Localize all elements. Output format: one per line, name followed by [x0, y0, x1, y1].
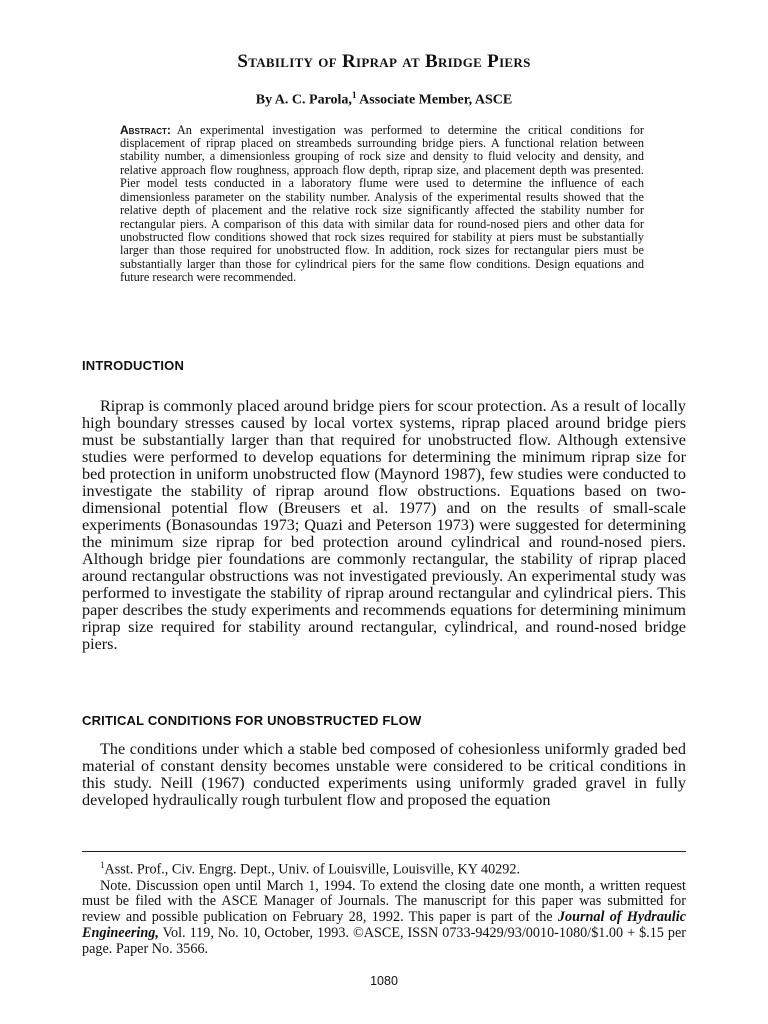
byline-prefix: By A. C. Parola, — [255, 92, 352, 108]
footnote-mark: 1 — [100, 860, 105, 870]
abstract — [120, 124, 644, 285]
byline-suffix: Associate Member, ASCE — [356, 92, 513, 108]
footnote-author-affiliation — [82, 858, 686, 879]
page-number: 1080 — [370, 974, 398, 988]
author-byline — [82, 86, 686, 110]
paper-page — [82, 48, 686, 988]
introduction-paragraph: Riprap is commonly placed around bridge piers for scour protection. As a result of locally high boundary stresses caused by local vortex systems, riprap placed around bridge piers must be substantially larger than that required for unobstructed flow. Although extensive studies were performed to develop equations for determining the minimum riprap size for bed protection in uniform unobstructed flow (Maynord 1987), few studies were conducted to investigate the stability of riprap around flow obstructions. Equations based on two-dimensional potential flow (Breusers et al. 1977) and on the results of small-scale experiments (Bonasoundas 1973; Quazi and Peterson 1973) were suggested for determining the minimum size riprap for bed protection around cylindrical and round-nosed piers. Although bridge pier foundations are commonly rectangular, the stability of riprap placed around rectangular obstructions was not investigated previously. An experimental study was performed to investigate the stability of riprap around rectangular and cylindrical piers. This paper describes the study experiments and recommends equations for determining minimum riprap size required for stability around rectangular, cylindrical, and round-nosed bridge piers. — [82, 397, 686, 653]
journal-name: Journal of Hydraulic Engineering, — [82, 909, 686, 941]
abstract-label: Abstract: — [120, 122, 171, 137]
section-heading-introduction: INTRODUCTION — [82, 358, 185, 373]
paper-title: Stability of Riprap at Bridge Piers — [237, 51, 531, 72]
footnote-note-text-before: Note. Discussion open until March 1, 1994. To extend the closing date one month, a written request must be filed with the ASCE Manager of Journals. The manuscript for this paper was submitted for review and possible publication on February 28, 1992. This paper is part of the — [82, 877, 686, 926]
byline-footnote-mark: 1 — [351, 90, 357, 100]
section-heading-critical-conditions: CRITICAL CONDITIONS FOR UNOBSTRUCTED FLOW — [82, 713, 422, 728]
abstract-text: An experimental investigation was performed to determine the critical conditions for displacement of riprap placed on streambeds surrounding bridge piers. A functional relation between stability number, a dimensionless grouping of rock size and density to fluid velocity and density, and relative approach flow roughness, approach flow depth, riprap size, and placement depth was presented. Pier model tests conducted in a laboratory flume were used to determine the influence of each dimensionless parameter on the stability number. Analysis of the experimental results showed that the relative depth of placement and the relative rock size significantly affected the stability number for rectangular piers. A comparison of this data with similar data for round-nosed piers and other data for unobstructed flow conditions showed that rock sizes required for stability at piers must be substantially larger than those required for unobstructed flow. In addition, rock sizes for rectangular piers must be substantially larger than those for cylindrical piers for the same flow conditions. Design equations and future research were recommended. — [120, 122, 644, 285]
footnotes — [82, 858, 686, 958]
critical-conditions-paragraph: The conditions under which a stable bed composed of cohesionless uniformly graded bed material of constant density becomes unstable were considered to be critical conditions in this study. Neill (1967) conducted experiments using uniformly graded gravel in fully developed hydraulically rough turbulent flow and proposed the equation — [82, 740, 686, 809]
footnote-note-text-after: Vol. 119, No. 10, October, 1993. ©ASCE, ISSN 0733-9429/93/0010-1080/$1.00 + $.15 per page. Paper No. 3566. — [82, 924, 686, 957]
footnote-discussion-note — [82, 879, 686, 958]
footnote-divider — [82, 851, 686, 852]
footnote-affiliation-text: Asst. Prof., Civ. Engrg. Dept., Univ. of Louisville, Louisville, KY 40292. — [104, 861, 520, 878]
